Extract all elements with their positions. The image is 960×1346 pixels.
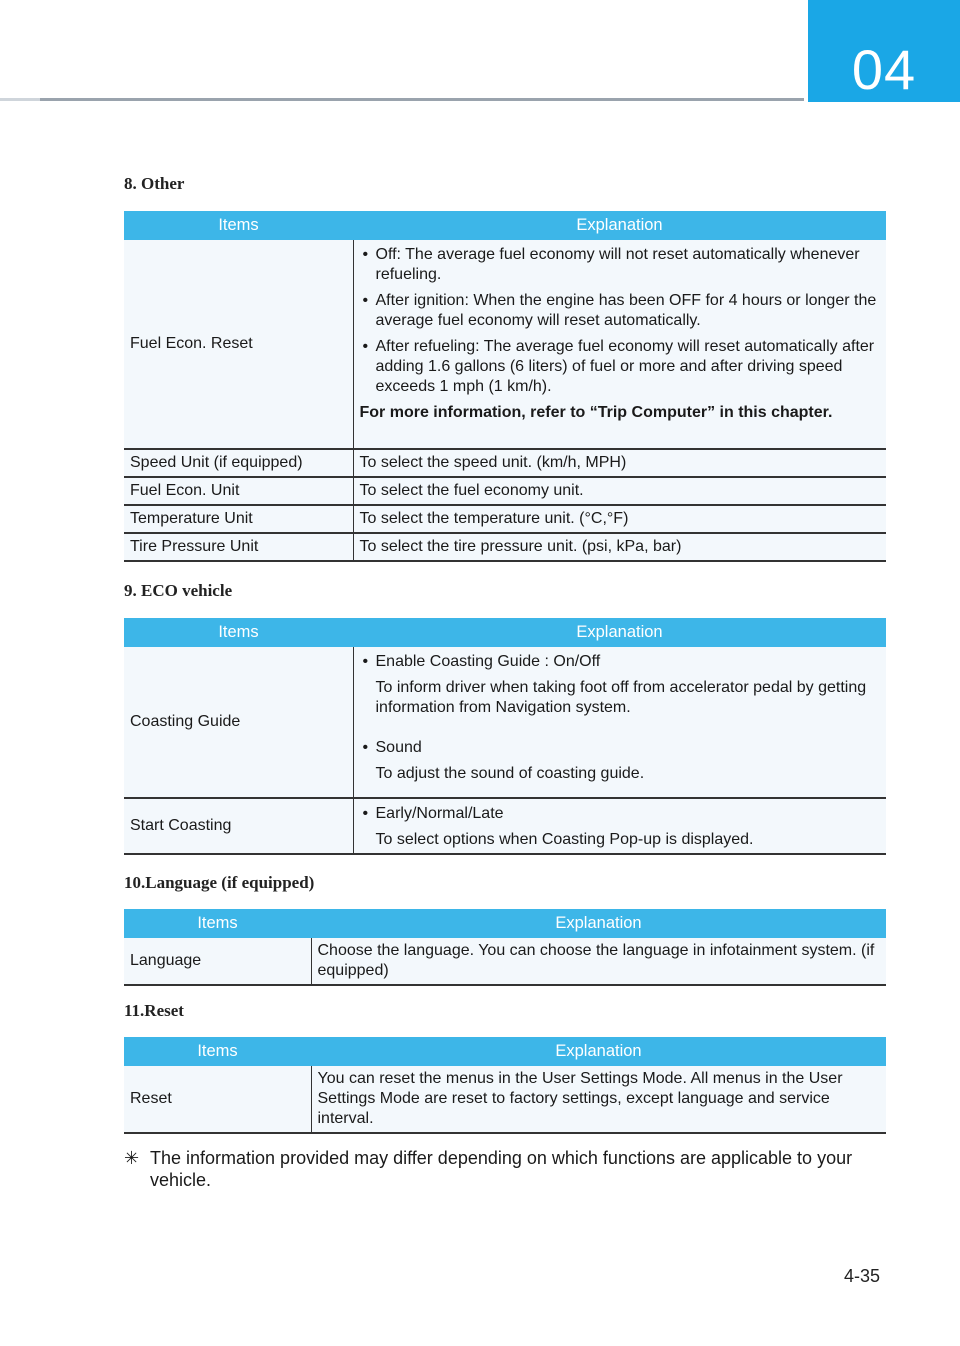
explanation-cell: To select the tire pressure unit. (psi, kPa, bar) (353, 533, 886, 561)
table-row (124, 240, 886, 449)
item-cell: Language (124, 938, 311, 985)
items-header: Items (124, 211, 353, 240)
item-cell: Tire Pressure Unit (124, 533, 353, 561)
section-heading-language: 10.Language (if equipped) (124, 873, 315, 892)
header-rule (0, 98, 804, 101)
bullet-text: • Sound (360, 738, 881, 758)
bullet-text: • Off: The average fuel economy will not reset automatically whenever refueling. (360, 245, 881, 285)
explanation-cell: To select the fuel economy unit. (353, 477, 886, 505)
eco-vehicle-table (124, 618, 886, 855)
explanation-cell: Choose the language. You can choose the language in infotainment system. (if equipped) (311, 938, 886, 985)
table-row (124, 505, 886, 533)
table-header (124, 909, 886, 938)
bullet-description: To select options when Coasting Pop-up is displayed. (375, 831, 754, 848)
header-rule-accent (0, 98, 40, 101)
asterisk-icon: ✳ (124, 1148, 140, 1168)
items-header: Items (124, 618, 353, 647)
section-heading-eco-vehicle: 9. ECO vehicle (124, 581, 233, 600)
footnote (124, 1148, 874, 1192)
table-row (124, 477, 886, 505)
item-cell: Temperature Unit (124, 505, 353, 533)
bullet-text: • After refueling: The average fuel economy will reset automatically after adding 1.6 gallons (6 liters) of fuel or more and after driving speed exceeds 1 mph (1 km/h). (360, 337, 881, 397)
item-cell: Speed Unit (if equipped) (124, 449, 353, 477)
section-heading-reset: 11.Reset (124, 1001, 184, 1020)
table-row (124, 449, 886, 477)
bullet-description: To adjust the sound of coasting guide. (375, 765, 645, 782)
item-cell: Fuel Econ. Reset (124, 240, 353, 449)
item-cell: Reset (124, 1066, 311, 1133)
explanation-cell (353, 240, 886, 449)
reference-note: For more information, refer to “Trip Computer” in this chapter. (359, 404, 833, 421)
other-settings-table (124, 211, 886, 562)
table-row (124, 798, 886, 854)
table-header (124, 211, 886, 240)
table-row (124, 938, 886, 985)
explanation-cell (353, 647, 886, 798)
table-row (124, 533, 886, 561)
table-row (124, 1066, 886, 1133)
explanation-header: Explanation (353, 211, 886, 240)
page-number: 4-35 (843, 1266, 880, 1286)
explanation-cell: To select the temperature unit. (°C,°F) (353, 505, 886, 533)
item-cell: Coasting Guide (124, 647, 353, 798)
chapter-tab: 04 (808, 0, 960, 102)
bullet-text: • Early/Normal/Late (360, 804, 881, 824)
bullet-text: • Enable Coasting Guide : On/Off (360, 652, 881, 672)
section-heading-other: 8. Other (124, 174, 185, 193)
explanation-cell (353, 798, 886, 854)
items-header: Items (124, 909, 311, 938)
explanation-header: Explanation (311, 1037, 886, 1066)
language-table (124, 909, 886, 986)
explanation-cell: You can reset the menus in the User Settings Mode. All menus in the User Settings Mode are reset to factory settings, except language and service interval. (311, 1066, 886, 1133)
explanation-header: Explanation (353, 618, 886, 647)
reset-table (124, 1037, 886, 1134)
item-cell: Start Coasting (124, 798, 353, 854)
bullet-text: • After ignition: When the engine has been OFF for 4 hours or longer the average fuel economy will reset automatically. (360, 291, 881, 331)
explanation-header: Explanation (311, 909, 886, 938)
footnote-text: The information provided may differ depending on which functions are applicable to your vehicle. (150, 1148, 853, 1190)
table-row (124, 647, 886, 798)
bullet-description: To inform driver when taking foot off from accelerator pedal by getting information from Navigation system. (375, 679, 867, 716)
item-cell: Fuel Econ. Unit (124, 477, 353, 505)
table-header (124, 618, 886, 647)
table-header (124, 1037, 886, 1066)
explanation-cell: To select the speed unit. (km/h, MPH) (353, 449, 886, 477)
items-header: Items (124, 1037, 311, 1066)
